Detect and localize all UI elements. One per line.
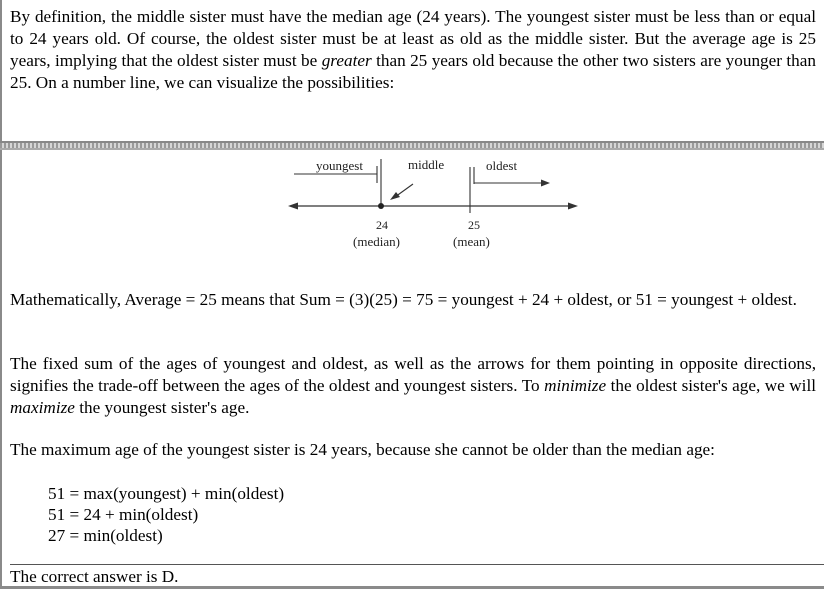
correct-answer-text: The correct answer is D. [10,567,179,586]
number-line-right-arrow [568,203,578,210]
number-line-figure [280,153,590,257]
tick-note-median: (median) [353,234,400,249]
oldest-arrow-head [541,180,550,187]
median-point [378,203,384,209]
intro-emphasis: greater [321,51,372,70]
label-youngest: youngest [316,158,363,173]
intro-text-1: By definition, the middle sister must have the median age (24 years). The youngest sister must be less than or equal to 24 years old. Of course, the oldest sister must be at least as old as the middle sister. But the average age is 25 years, implying that the oldest sister must be [10,7,816,70]
panel-left-border [0,0,2,589]
tick-note-mean: (mean) [453,234,490,249]
tradeoff-emphasis-maximize: maximize [10,398,75,417]
tradeoff-paragraph [10,353,816,419]
tradeoff-text-3: the youngest sister's age. [74,398,250,417]
section-divider [0,141,824,150]
tradeoff-text-2: the oldest sister's age, we will [606,376,816,395]
number-line-left-arrow [288,203,298,210]
equation-line: 51 = max(youngest) + min(oldest) [48,484,285,503]
intro-paragraph [10,6,816,94]
intro-text-2: than 25 years old because the other two sisters are younger than 25. On a number line, we can visualize the possibilities: [10,51,816,92]
sum-paragraph: Mathematically, Average = 25 means that Sum = (3)(25) = 75 = youngest + 24 + oldest, or 51 = youngest + oldest. [10,290,797,309]
middle-pointer-head [390,192,400,200]
label-oldest: oldest [486,158,518,173]
tick-label-25: 25 [468,218,480,232]
equation-line: 27 = min(oldest) [48,526,163,545]
tick-label-24: 24 [376,218,388,232]
equation-line: 51 = 24 + min(oldest) [48,505,199,524]
tradeoff-text-1: The fixed sum of the ages of youngest and oldest, as well as the arrows for them pointing in opposite directions, signifies the trade-off between the ages of the oldest and youngest sisters. To [10,354,816,395]
maximum-paragraph: The maximum age of the youngest sister is 24 years, because she cannot be older than the median age: [10,440,715,459]
tradeoff-emphasis-minimize: minimize [544,376,607,395]
label-middle: middle [408,157,445,172]
